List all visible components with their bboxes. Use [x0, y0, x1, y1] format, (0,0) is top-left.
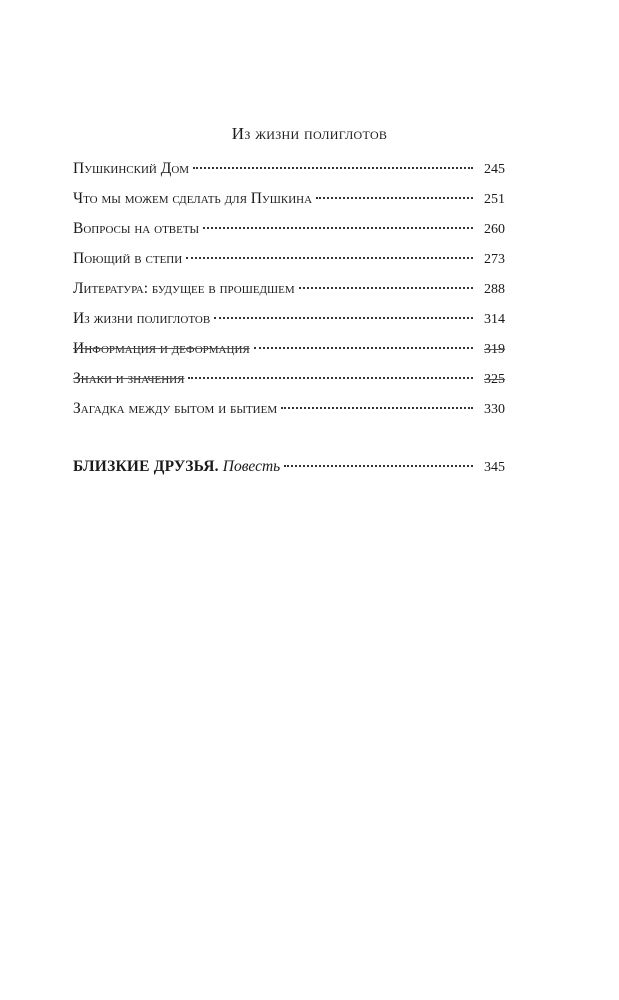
toc-main-entry-title: БЛИЗКИЕ ДРУЗЬЯ.	[73, 458, 219, 475]
toc-entry-title: Информация и деформация	[73, 340, 250, 357]
toc-leader-dots	[203, 227, 473, 229]
toc-entry-page: 325	[484, 372, 505, 387]
toc-leader-dots	[316, 197, 473, 199]
toc-entry	[73, 400, 505, 430]
toc-entry	[73, 220, 505, 250]
toc-leader-dots	[254, 347, 473, 349]
toc-entry-page: 330	[484, 402, 505, 417]
toc-entry-page: 251	[484, 192, 505, 207]
toc-entry-title: Пушкинский Дом	[73, 160, 190, 177]
toc-entry-title: Загадка между бытом и бытием	[73, 400, 278, 417]
toc-entry-title: Вопросы на ответы	[73, 220, 200, 237]
toc-entry	[73, 160, 505, 190]
toc-main-entry	[73, 458, 505, 488]
toc-entry-page: 260	[484, 222, 505, 237]
toc-entry-title: Из жизни полиглотов	[73, 310, 211, 327]
toc-entry-page: 314	[484, 312, 505, 327]
toc-entry-title: Литература: будущее в прошедшем	[73, 280, 295, 297]
table-of-contents	[73, 160, 505, 488]
toc-entry-page: 288	[484, 282, 505, 297]
toc-entry	[73, 310, 505, 340]
section-title: Из жизни полиглотов	[231, 124, 388, 143]
toc-entry-title: Поющий в степи	[73, 250, 183, 267]
toc-leader-dots	[281, 407, 473, 409]
toc-main-entry-page: 345	[484, 460, 505, 475]
toc-leader-dots	[284, 465, 473, 467]
toc-leader-dots	[188, 377, 473, 379]
toc-leader-dots	[186, 257, 473, 259]
toc-leader-dots	[193, 167, 473, 169]
toc-entry	[73, 280, 505, 310]
toc-entry-title: Что мы можем сделать для Пушкина	[73, 190, 313, 207]
toc-main-entry-heading	[73, 458, 280, 476]
toc-entry	[73, 250, 505, 280]
toc-main-entry-subtitle: Повесть	[222, 458, 281, 475]
toc-leader-dots	[214, 317, 473, 319]
toc-entry-page: 245	[484, 162, 505, 177]
toc-entry-page: 319	[484, 342, 505, 357]
toc-leader-dots	[299, 287, 473, 289]
toc-entry	[73, 190, 505, 220]
toc-entry-page: 273	[484, 252, 505, 267]
toc-entry-title: Знаки и значения	[73, 370, 185, 387]
toc-entry	[73, 340, 505, 370]
toc-entry	[73, 370, 505, 400]
